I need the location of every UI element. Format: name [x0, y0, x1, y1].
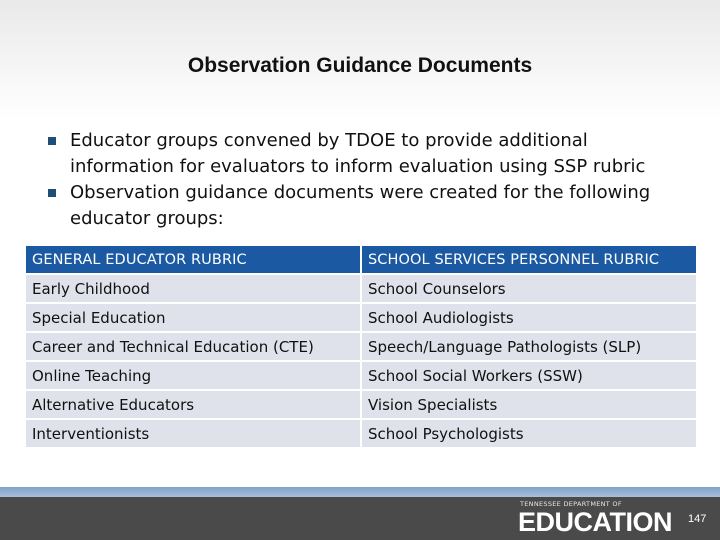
header-general-educator-rubric: GENERAL EDUCATOR RUBRIC [26, 246, 360, 273]
table-cell: School Social Workers (SSW) [362, 362, 696, 389]
table-cell: School Audiologists [362, 304, 696, 331]
table-row [26, 333, 696, 360]
header-school-services-personnel-rubric: SCHOOL SERVICES PERSONNEL RUBRIC [362, 246, 696, 273]
table-cell: Speech/Language Pathologists (SLP) [362, 333, 696, 360]
table-header-row [26, 246, 696, 273]
logo-subtitle: TENNESSEE DEPARTMENT OF [520, 500, 622, 508]
bullet-list [46, 128, 686, 232]
table-cell: Online Teaching [26, 362, 360, 389]
table-cell: Career and Technical Education (CTE) [26, 333, 360, 360]
slide-title: Observation Guidance Documents [187, 54, 533, 77]
table-row [26, 362, 696, 389]
table-row [26, 391, 696, 418]
education-logo: EDUCATION [518, 507, 672, 537]
table-cell: Alternative Educators [26, 391, 360, 418]
bullet-text: Observation guidance documents were created for the following educator groups: [70, 182, 651, 229]
footer-accent-strip [0, 487, 720, 497]
page-number: 147 [688, 513, 707, 525]
table-row [26, 304, 696, 331]
table-cell: School Psychologists [362, 420, 696, 447]
table-cell: Interventionists [26, 420, 360, 447]
table-cell: Early Childhood [26, 275, 360, 302]
square-bullet-icon [48, 189, 56, 197]
bullet-item [46, 180, 686, 232]
square-bullet-icon [48, 137, 56, 145]
table-cell: Vision Specialists [362, 391, 696, 418]
table-row [26, 420, 696, 447]
table-cell: School Counselors [362, 275, 696, 302]
bullet-item [46, 128, 686, 180]
table-row [26, 275, 696, 302]
table-cell: Special Education [26, 304, 360, 331]
bullet-text: Educator groups convened by TDOE to provide additional information for evaluators to inform evaluation using SSP rubric [70, 130, 646, 177]
rubric-table [24, 244, 698, 449]
